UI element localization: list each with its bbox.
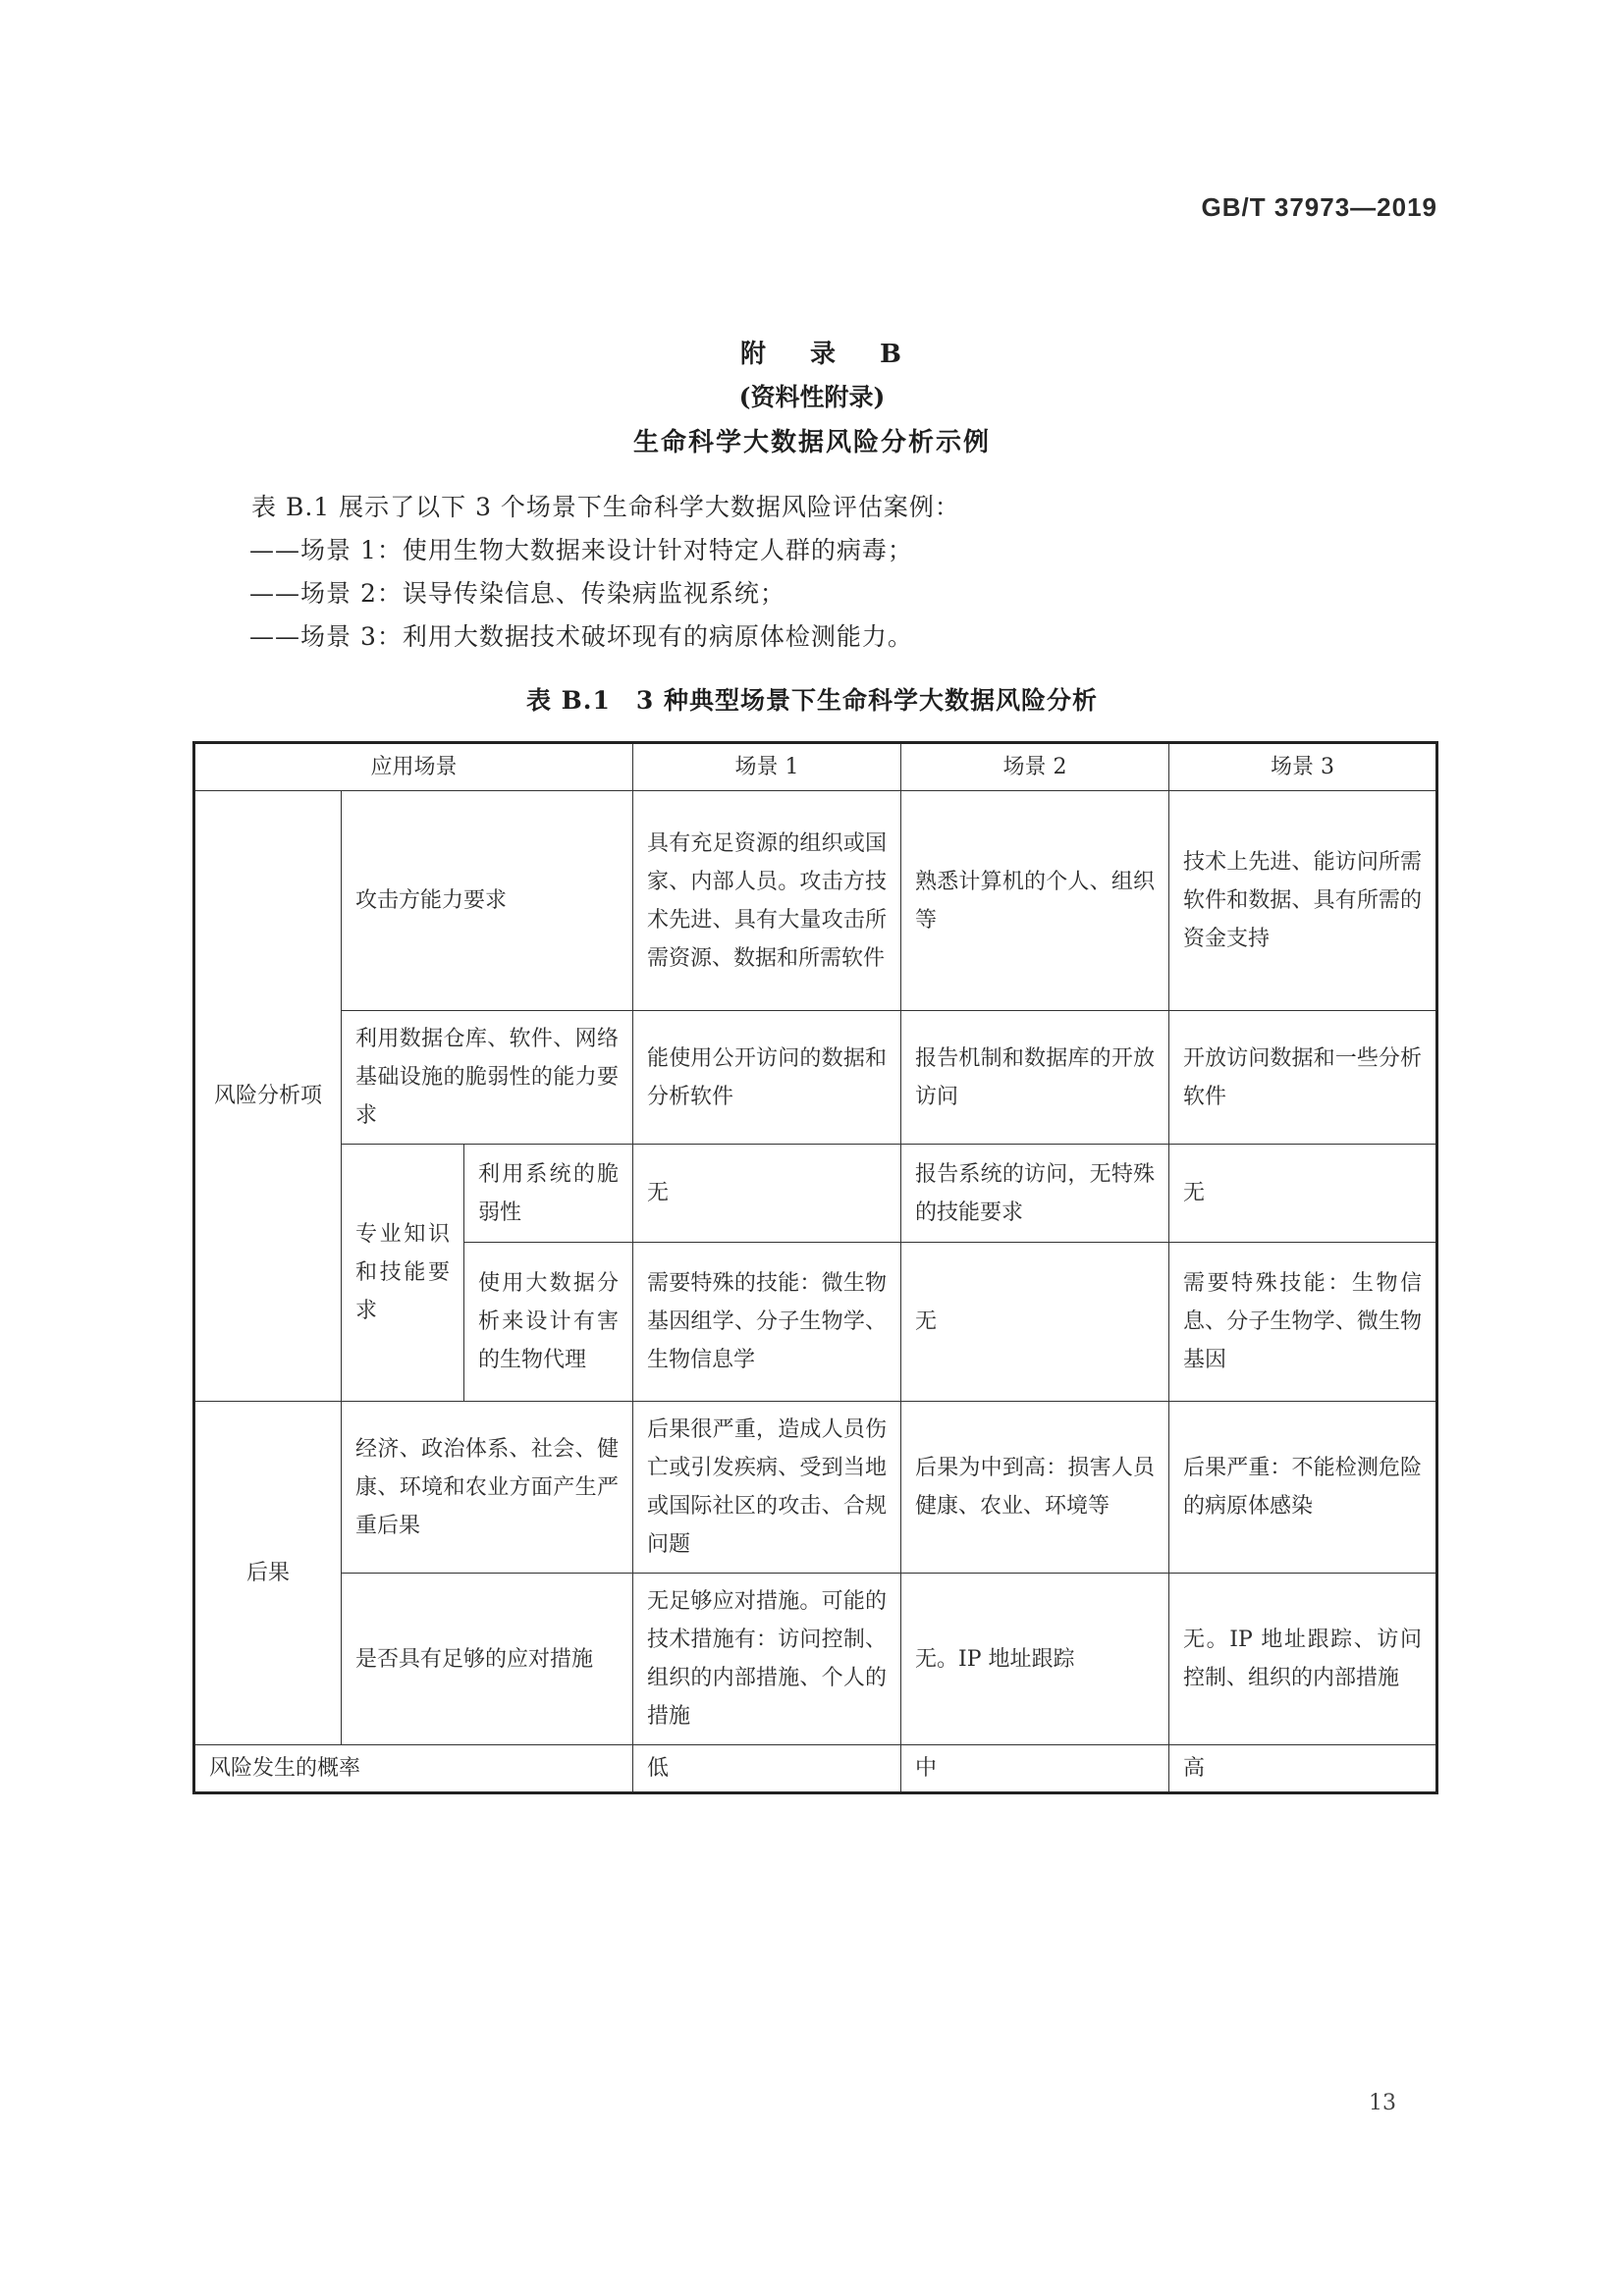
table-row bbox=[194, 791, 1437, 1011]
row-label: 风险发生的概率 bbox=[194, 1745, 633, 1793]
cell-scenario-3: 需要特殊技能：生物信息、分子生物学、微生物基因 bbox=[1169, 1243, 1437, 1402]
cell-scenario-3: 技术上先进、能访问所需软件和数据、具有所需的资金支持 bbox=[1169, 791, 1437, 1011]
intro-lead: 表 B.1 展示了以下 3 个场景下生命科学大数据风险评估案例： bbox=[251, 493, 960, 521]
table-caption: 表 B.1 3 种典型场景下生命科学大数据风险分析 bbox=[525, 686, 1099, 715]
cell-scenario-2: 后果为中到高：损害人员健康、农业、环境等 bbox=[901, 1402, 1169, 1574]
cell-scenario-1: 低 bbox=[633, 1745, 901, 1793]
row-label: 经济、政治体系、社会、健康、环境和农业方面产生严重后果 bbox=[342, 1402, 633, 1574]
table-header-row bbox=[194, 743, 1437, 791]
cell-scenario-3: 后果严重：不能检测危险的病原体感染 bbox=[1169, 1402, 1437, 1574]
intro-item-3: ——场景 3：利用大数据技术破坏现有的病原体检测能力。 bbox=[249, 622, 913, 651]
cell-scenario-2: 中 bbox=[901, 1745, 1169, 1793]
cell-scenario-1: 无 bbox=[633, 1145, 901, 1243]
table-row bbox=[194, 1145, 1437, 1243]
row-label: 使用大数据分析来设计有害的生物代理 bbox=[464, 1243, 633, 1402]
header-scenario-2: 场景 2 bbox=[901, 743, 1169, 791]
row-label: 利用系统的脆弱性 bbox=[464, 1145, 633, 1243]
row-label: 攻击方能力要求 bbox=[342, 791, 633, 1011]
cell-scenario-2: 无。IP 地址跟踪 bbox=[901, 1574, 1169, 1745]
risk-analysis-table bbox=[192, 741, 1438, 1794]
table-row bbox=[194, 1574, 1437, 1745]
table-row bbox=[194, 1011, 1437, 1145]
row-label: 是否具有足够的应对措施 bbox=[342, 1574, 633, 1745]
appendix-title: 附 录 B bbox=[739, 340, 920, 369]
header-scenario-label: 应用场景 bbox=[194, 743, 633, 791]
cell-scenario-1: 后果很严重，造成人员伤亡或引发疾病、受到当地或国际社区的攻击、合规问题 bbox=[633, 1402, 901, 1574]
cell-scenario-1: 需要特殊的技能：微生物基因组学、分子生物学、生物信息学 bbox=[633, 1243, 901, 1402]
cell-scenario-3: 无 bbox=[1169, 1145, 1437, 1243]
appendix-type: (资料性附录) bbox=[738, 383, 886, 411]
header-scenario-3: 场景 3 bbox=[1169, 743, 1437, 791]
intro-item-1: ——场景 1：使用生物大数据来设计针对特定人群的病毒； bbox=[249, 536, 913, 564]
cell-scenario-2: 报告机制和数据库的开放访问 bbox=[901, 1011, 1169, 1145]
cell-scenario-3: 高 bbox=[1169, 1745, 1437, 1793]
group-risk-analysis: 风险分析项 bbox=[194, 791, 342, 1402]
cell-scenario-2: 报告系统的访问，无特殊的技能要求 bbox=[901, 1145, 1169, 1243]
intro-item-2: ——场景 2：误导传染信息、传染病监视系统； bbox=[249, 579, 785, 608]
group-expertise: 专业知识和技能要求 bbox=[342, 1145, 464, 1402]
table-row bbox=[194, 1402, 1437, 1574]
header-scenario-1: 场景 1 bbox=[633, 743, 901, 791]
cell-scenario-3: 开放访问数据和一些分析软件 bbox=[1169, 1011, 1437, 1145]
cell-scenario-1: 能使用公开访问的数据和分析软件 bbox=[633, 1011, 901, 1145]
group-consequence: 后果 bbox=[194, 1402, 342, 1745]
cell-scenario-2: 熟悉计算机的个人、组织等 bbox=[901, 791, 1169, 1011]
cell-scenario-3: 无。IP 地址跟踪、访问控制、组织的内部措施 bbox=[1169, 1574, 1437, 1745]
standard-code: GB/T 37973—2019 bbox=[1201, 192, 1437, 222]
cell-scenario-2: 无 bbox=[901, 1243, 1169, 1402]
cell-scenario-1: 具有充足资源的组织或国家、内部人员。攻击方技术先进、具有大量攻击所需资源、数据和所需软件 bbox=[633, 791, 901, 1011]
appendix-subject: 生命科学大数据风险分析示例 bbox=[632, 428, 991, 457]
table-row bbox=[194, 1745, 1437, 1793]
row-label: 利用数据仓库、软件、网络基础设施的脆弱性的能力要求 bbox=[342, 1011, 633, 1145]
page-number: 13 bbox=[1369, 2091, 1396, 2115]
cell-scenario-1: 无足够应对措施。可能的技术措施有：访问控制、组织的内部措施、个人的措施 bbox=[633, 1574, 901, 1745]
